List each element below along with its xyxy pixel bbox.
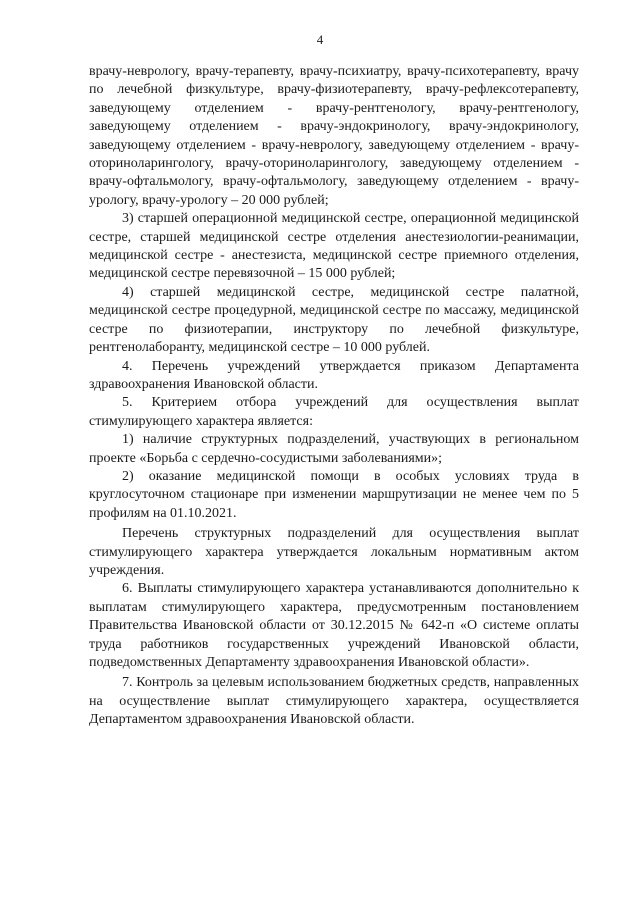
paragraph-item-3: 3) старшей операционной медицинской сестре, операционной медицинской сестре, старшей медицинской сестре отделения анестезиологии-реанимации, медицинской сестре - анестезиста, медицинской сестре приемного отделения, медицинской сестре перевязочной – 15 000 рублей; bbox=[89, 211, 579, 282]
paragraph-criterion-1: 1) наличие структурных подразделений, участвующих в региональном проекте «Борьба с сердечно-сосудистыми заболеваниями»; bbox=[89, 432, 579, 466]
paragraph-section-4: 4. Перечень учреждений утверждается приказом Департамента здравоохранения Ивановской области. bbox=[89, 358, 579, 392]
paragraph-criterion-2: 2) оказание медицинской помощи в особых условиях труда в круглосуточном стационаре при изменении маршрутизации не менее чем по 5 профилям на 01.10.2021. bbox=[89, 468, 579, 521]
paragraph-units-list: Перечень структурных подразделений для осуществления выплат стимулирующего характера утверждается локальным нормативным актом учреждения. bbox=[89, 526, 579, 578]
document-body bbox=[89, 63, 579, 730]
paragraph-section-6: 6. Выплаты стимулирующего характера устанавливаются дополнительно к выплатам стимулирующего характера, предусмотренным постановлением Правительства Ивановской области от 30.12.2015 № 642-п «О системе оплаты труда работников государственных учреждений Ивановской области, подведомственных Департаменту здравоохранения Ивановской области». bbox=[89, 581, 579, 670]
paragraph-doctors-list: врачу-неврологу, врачу-терапевту, врачу-психиатру, врачу-психотерапевту, врачу по лечебной физкультуре, врачу-физиотерапевту, врачу-рефлексотерапевту, заведующему отделением - врачу-рентгенологу, врачу-рентгенологу, заведующему отделением - врачу-эндокринологу, врачу-эндокринологу, заведующему отделением - врачу-неврологу, заведующему отделением - врачу-оториноларингологу, врачу-оториноларингологу, заведующему отделением - врачу-офтальмологу, врачу-офтальмологу, заведующему отделением - врачу-урологу, врачу-урологу – 20 000 рублей; bbox=[89, 64, 579, 208]
paragraph-item-4: 4) старшей медицинской сестре, медицинской сестре палатной, медицинской сестре процедурной, медицинской сестре по массажу, медицинской сестре по физиотерапии, инструктору по лечебной физкультуре, рентгенолаборанту, медицинской сестре – 10 000 рублей. bbox=[89, 284, 579, 356]
paragraph-section-7: 7. Контроль за целевым использованием бюджетных средств, направленных на осуществление выплат стимулирующего характера, осуществляется Департаментом здравоохранения Ивановской области. bbox=[89, 675, 579, 728]
page-number: 4 bbox=[316, 32, 324, 47]
paragraph-section-5: 5. Критерием отбора учреждений для осуществления выплат стимулирующего характера является: bbox=[89, 395, 579, 429]
